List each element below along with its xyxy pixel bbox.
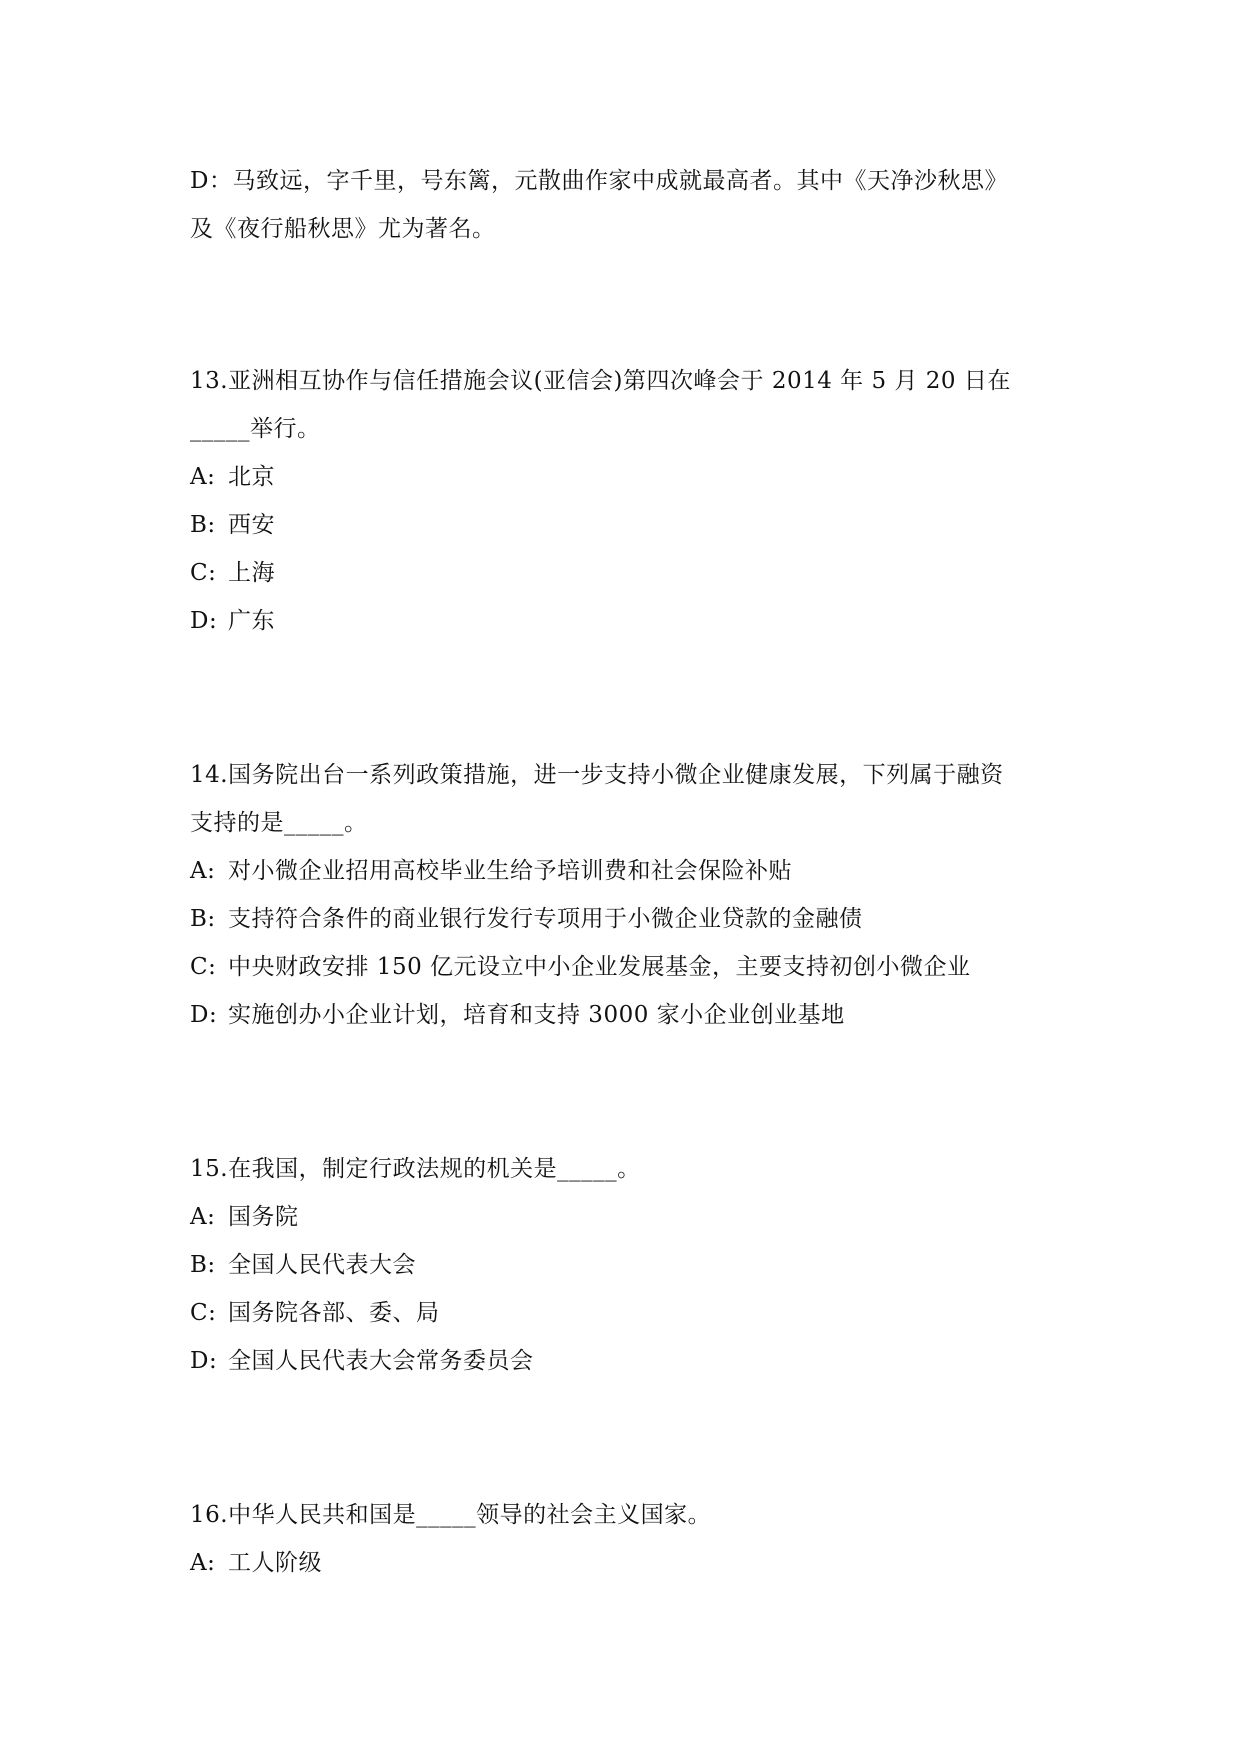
prev-option-d-line1: D：马致远，字千里，号东篱，元散曲作家中成就最高者。其中《天净沙秋思》 [190,168,1008,194]
question-14-option-b: B: 支持符合条件的商业银行发行专项用于小微企业贷款的金融债 [190,906,863,932]
question-15-option-a: A: 国务院 [190,1204,299,1230]
question-13-option-d: D: 广东 [190,608,275,634]
question-14-option-c: C: 中央财政安排 150 亿元设立中小企业发展基金，主要支持初创小微企业 [190,954,971,980]
question-16 [190,1491,1070,1587]
question-13-option-b: B: 西安 [190,512,275,538]
question-13-stem-line1: 13.亚洲相互协作与信任措施会议(亚信会)第四次峰会于 2014 年 5 月 20 日在 [190,368,1011,394]
question-15-option-b: B: 全国人民代表大会 [190,1252,416,1278]
question-13-option-c: C: 上海 [190,560,275,586]
question-16-option-a: A: 工人阶级 [190,1550,322,1576]
page-content [190,157,1070,1587]
question-14-option-a: A: 对小微企业招用高校毕业生给予培训费和社会保险补贴 [190,858,792,884]
question-16-stem: 16.中华人民共和国是_____领导的社会主义国家。 [190,1502,712,1528]
prev-option-d-line2: 及《夜行船秋思》尤为著名。 [190,216,496,242]
question-13 [190,357,1070,645]
question-14 [190,751,1070,1039]
question-14-stem-line2: 支持的是_____。 [190,810,368,836]
question-14-stem-line1: 14.国务院出台一系列政策措施，进一步支持小微企业健康发展，下列属于融资 [190,762,1004,788]
question-14-option-d: D: 实施创办小企业计划，培育和支持 3000 家小企业创业基地 [190,1002,845,1028]
question-13-stem-line2: _____举行。 [190,416,321,442]
question-15-option-d: D: 全国人民代表大会常务委员会 [190,1348,534,1374]
question-13-option-a: A: 北京 [190,464,275,490]
question-15-option-c: C: 国务院各部、委、局 [190,1300,440,1326]
question-15-stem: 15.在我国，制定行政法规的机关是_____。 [190,1156,641,1182]
question-15 [190,1145,1070,1385]
